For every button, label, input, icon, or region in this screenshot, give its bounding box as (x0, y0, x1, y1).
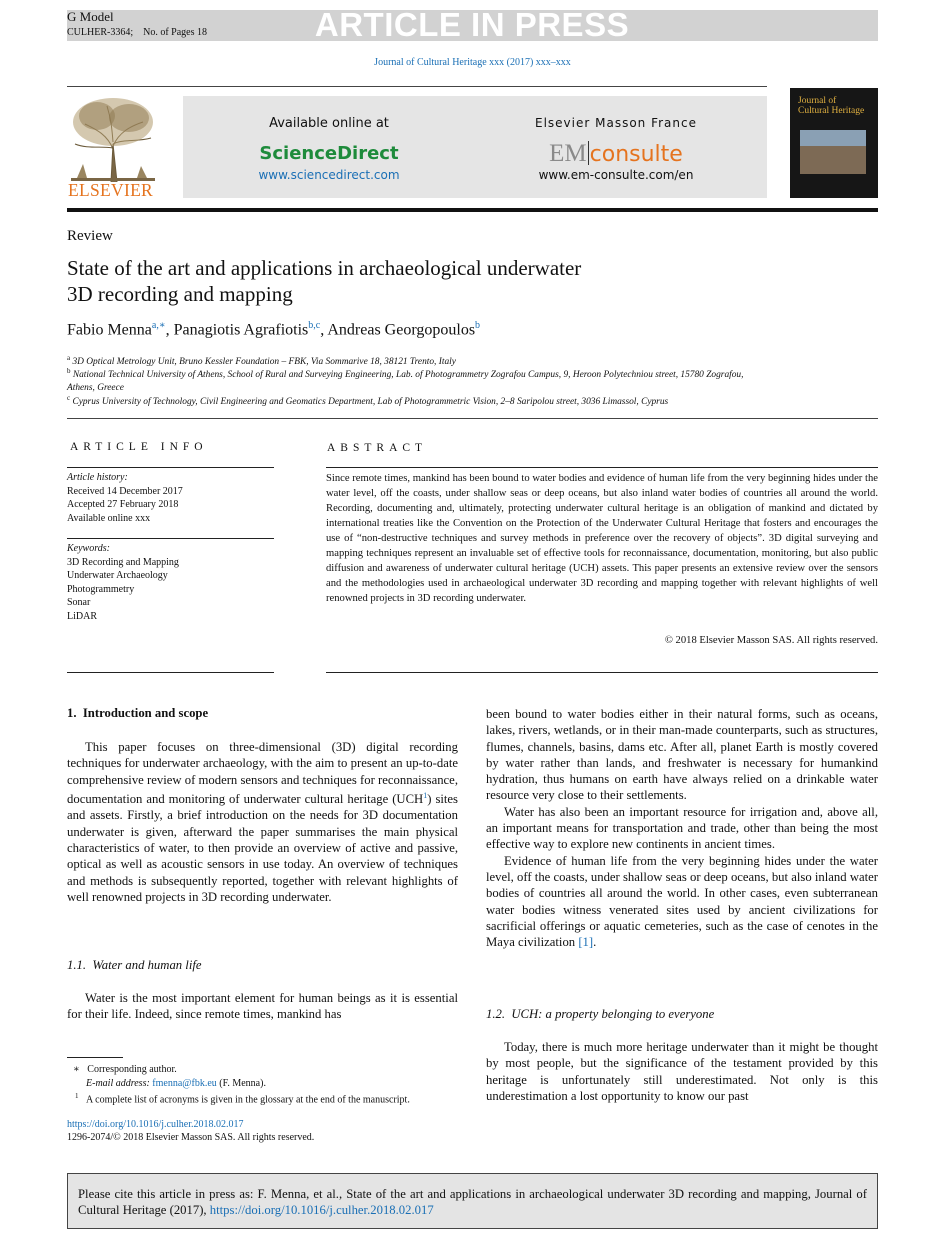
keywords-block: Keywords: 3D Recording and Mapping Underwater Archaeology Photogrammetry Sonar LiDAR (67, 543, 179, 622)
author-name: Andreas Georgopoulos (327, 321, 476, 339)
author-list: Fabio Menna$^{a,∗}$, Panagiotis Agrafiotis$^{b,c}$, Andreas Georgopoulos$^b$ (67, 320, 481, 339)
title-divider (67, 418, 878, 419)
em-mark: EM (549, 140, 587, 167)
footnote-rule (67, 1057, 123, 1058)
keyword[interactable]: LiDAR (67, 610, 97, 622)
abstract-heading: ABSTRACT (327, 442, 428, 454)
abstract-text: Since remote times, mankind has been bound to water bodies and evidence of human life from the very beginning hides under the water level, off the coasts, under shallow seas or deep oceans, but also inland water bodies of countries all around the world. Recording, documenting and, ultimately, protecting underwater cultural heritage is an obligation of mankind and dictated by international treaties like the Convention on the Protection of the Underwater Cultural Heritage that fosters and encourages the use of “non-destructive techniques and survey methods in preference over the recovery of objects”. 3D digital surveying and mapping techniques represent an invaluable set of effective tools for reconnaissance, documentation, monitoring, but also public diffusion and awareness of underwater cultural heritage (UCH) assets. This paper presents an extensive review over the sensors and the methodologies used in archaeological underwater 3D recording and mapping together with relevant highlights of well renowned projects in 3D recording underwater. (326, 473, 878, 604)
sciencedirect-logo[interactable]: ScienceDirect (259, 143, 399, 164)
citation-doi-link[interactable]: https://doi.org/10.1016/j.culher.2018.02.017 (209, 1203, 434, 1217)
em-consulte-url[interactable]: www.em-consulte.com/en (538, 168, 694, 182)
elsevier-tree-icon (67, 94, 159, 186)
affiliation-a: $^a$ 3D Optical Metrology Unit, Bruno Kessler Foundation – FBK, Via Sommarive 18, 38121 Trento, Italy (67, 354, 456, 368)
article-in-press-label: ARTICLE IN PRESS (314, 6, 630, 43)
abstract-rule-top (326, 467, 878, 468)
affiliation-b: $^b$ National Technical University of Athens, School of Rural and Surveying Engineering, Lab. of Photogrammetry Zografou Campus, 9, Heroon Polytechniou street, 15780 Zografou, Athens, Greece (67, 367, 744, 394)
sciencedirect-url[interactable]: www.sciencedirect.com (258, 168, 400, 182)
info-rule-3 (67, 672, 274, 673)
author-email-link[interactable]: fmenna@fbk.eu (152, 1077, 217, 1089)
citation-box: Please cite this article in press as: F. Menna, et al., State of the art and applications in archaeological underwater 3D recording and mapping, Journal of Cultural Heritage (2017), https://doi.org/10.1016/j.culher.2018.02.017 (67, 1173, 878, 1229)
keyword[interactable]: Underwater Archaeology (67, 570, 168, 581)
abstract-rule-bottom (326, 672, 878, 673)
footnote-1-ref[interactable]: 1 (423, 790, 428, 800)
abstract-copyright: © 2018 Elsevier Masson SAS. All rights reserved. (664, 635, 878, 646)
article-history: Article history: Received 14 December 2017 Accepted 27 February 2018 Available online xxx (67, 472, 183, 524)
affiliation-c: $^c$ Cyprus University of Technology, Civil Engineering and Geomatics Department, Lab of Photogrammetric Vision, 2–8 Saripolou street, 3036 Limassol, Cyprus (67, 394, 669, 408)
cover-title: Journal of Cultural Heritage (798, 96, 865, 116)
section-1-2-heading: 1.2. UCH: a property belonging to everyone (486, 1007, 715, 1021)
article-title: State of the art and applications in archaeological underwater 3D recording and mapping (67, 256, 582, 306)
info-rule-2 (67, 538, 274, 539)
keyword[interactable]: Sonar (67, 597, 91, 608)
author-affiliation-mark[interactable]: a,∗ (151, 320, 166, 331)
author-affiliation-mark[interactable]: b (475, 320, 481, 331)
author-name: Fabio Menna (67, 321, 152, 339)
g-model-label: G Model (67, 9, 114, 24)
keyword[interactable]: Photogrammetry (67, 583, 135, 595)
available-online-label: Available online at (269, 116, 389, 131)
info-rule-1 (67, 467, 274, 468)
author-affiliation-mark[interactable]: b,c (308, 320, 321, 331)
article-info-heading: ARTICLE INFO (70, 441, 208, 453)
reference-1-link[interactable]: [1] (578, 935, 594, 950)
section-1-1-paragraph: Water is the most important element for human beings as it is essential for their life. Indeed, since remote times, mankind has (67, 991, 458, 1022)
header-divider (67, 86, 767, 87)
elsevier-wordmark: ELSEVIER (68, 180, 154, 200)
masthead-rule (67, 208, 878, 212)
em-consulte-logo[interactable] (470, 138, 762, 168)
section-1-2-paragraph: Today, there is much more heritage underwater than it might be thought by most people, but the significance of the testament provided by this heritage is unfortunately still underestimated. Not only is this underestimation a lost opportunity to know our past (486, 1040, 878, 1103)
elsevier-masson-label: Elsevier Masson France (535, 116, 697, 130)
cover-image-sky (800, 130, 866, 146)
issn-copyright: 1296-2074/© 2018 Elsevier Masson SAS. All rights reserved. (67, 1132, 315, 1143)
author-name: Panagiotis Agrafiotis (173, 321, 309, 339)
journal-line[interactable]: Journal of Cultural Heritage xxx (2017) xxx–xxx (374, 57, 571, 68)
article-type: Review (67, 228, 113, 244)
section-1-1-heading: 1.1. Water and human life (67, 958, 202, 972)
section-1-heading: 1. Introduction and scope (67, 706, 209, 720)
consulte-mark: consulte (589, 142, 683, 167)
section-1-paragraph: This paper focuses on three-dimensional (3D) digital recording techniques for underwater archaeology, with the aim to present an up-to-date comprehensive review of modern sensors and techniques for reconnaissance, documentation and monitoring of underwater cultural heritage (UCH$^1$) sites and assets. Firstly, a brief introduction on the needs for 3D documentation underwater is given, afterward the paper summarises the main physical characteristics of water, to then provide an overview of active and passive, optical as well as acoustic sensors in use today. An overview of techniques and methods is subsequently reported, together with relevant highlights of well renowned projects in 3D recording underwater. (67, 740, 458, 904)
elsevier-logo (67, 94, 159, 202)
keyword[interactable]: 3D Recording and Mapping (67, 556, 179, 568)
doi-link[interactable]: https://doi.org/10.1016/j.culher.2018.02.017 (67, 1119, 244, 1130)
manuscript-ref: CULHER-3364; No. of Pages 18 (67, 27, 207, 38)
journal-cover[interactable] (790, 88, 878, 198)
footnotes: ∗ Corresponding author. E-mail address: fmenna@fbk.eu (F. Menna). $^1$ A complete list of acronyms is given in the glossary at the end of the manuscript. (73, 1064, 410, 1106)
column-2-text: been bound to water bodies either in their natural forms, such as oceans, lakes, rivers, wetlands, or in their man-made counterparts, such as structures, flumes, channels, basins, dams etc. After all, planet Earth is mostly covered by water rather than lands, and freshwater is necessary for humankind hydration, thus humans on earth have always relied on a drinkable water resource very close to their settlements. Water has also been an important resource for irrigation and, above all, an important means for transportation and trade, other than being the most effective way to explore new continents in ancient times. Evidence of human life from the very beginning hides under the water level, off the coasts, under shallow seas or deep oceans, but also inland water bodies of countries all around the world. In other cases, even subterranean water bodies witness venerated sites used by ancient civilizations for sacrificial offerings or aquatic cemeteries, such as the case of cenotes in the Maya civilization [1]. (486, 707, 878, 950)
